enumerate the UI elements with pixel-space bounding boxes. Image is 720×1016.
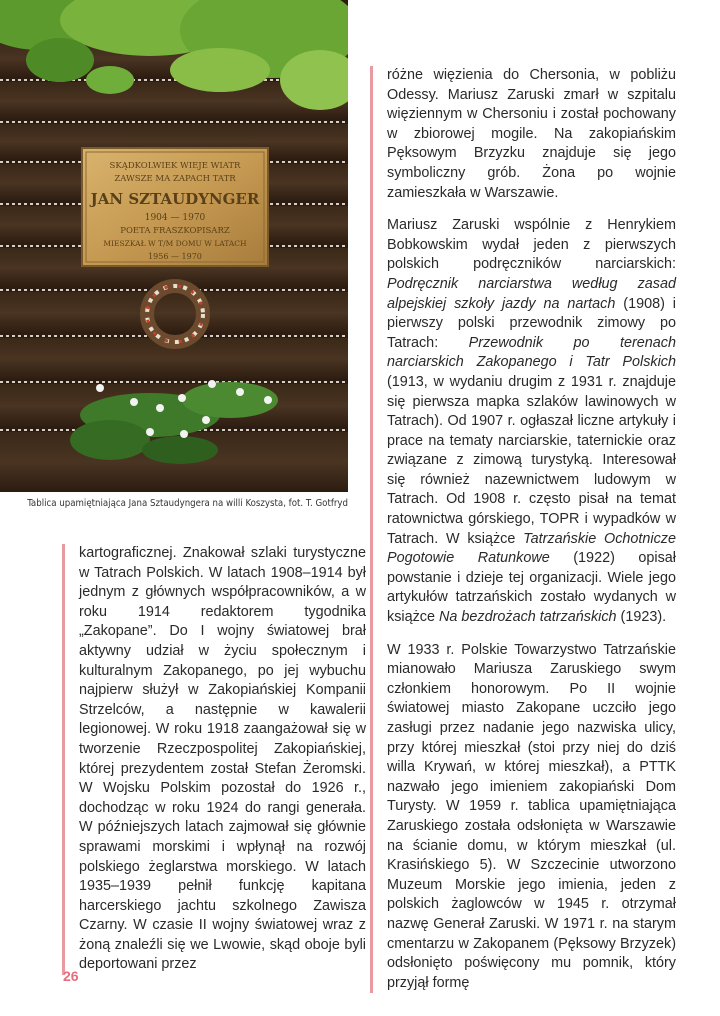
right-column [370, 66, 676, 993]
right-paragraph-1: różne więzienia do Chersonia, w pobliżu Odessy. Mariusz Zaruski zmarł w szpitalu więziennym w Chersoniu i został pochowany w zbiorowej mogile. Na zakopiańskim Pęksowym Brzyzku znajduje się jego symboliczny grób. Żona po wojnie zamieszkała w Warszawie. [387, 67, 676, 201]
memorial-plaque [82, 148, 268, 266]
book-title-podrecznik: Podręcznik narciarstwa według zasad alpejskiej szkoły jazdy na nartach [387, 275, 676, 312]
text-segment: (1908) i pierwszy polski przewodnik zimowy po Tatrach: [387, 295, 676, 351]
page-number: 26 [63, 968, 79, 984]
text-segment: (1922) opisał powstanie i dzieje tej organizacji. Wiele jego artykułów tatrzańskich zostało wydanych w książce [387, 550, 676, 626]
text-segment: (1923). [616, 609, 667, 626]
book-title-na-bezdrozach: Na bezdrożach tatrzańskich [438, 609, 617, 626]
plaque-line-6: MIESZKAŁ W T/M DOMU W LATACH [103, 239, 247, 248]
right-paragraph-2 [387, 216, 676, 627]
left-column [62, 544, 366, 975]
right-paragraph-3: W 1933 r. Polskie Towarzystwo Tatrzańskie mianowało Mariusza Zaruskiego swym członkiem honorowym. Po II wojnie światowej miasto Zakopane uczciło jego zasługi przez nadanie jego nazwiska ulicy, przy której mieszkał (stoi przy niej do dziś willa Krywań, w której mieszkał), a PTTK nazwało jego imieniem zakopiański Dom Turysty. W 1959 r. tablica upamiętniająca Zaruskiego została odsłonięta w Warszawie na ścianie domu, w którym mieszkał (ul. Krasińskiego 5). W Szczecinie utworzono Muzeum Morskie jego imienia, jeden z polskich żaglowców w 1945 r. otrzymał nazwę Generał Zaruski. W 1971 r. na starym cmentarzu w Zakopanem (Pęksowy Brzyzek) odsłonięto poświęcony mu pomnik, który przyjął formę [387, 641, 676, 991]
plaque-line-2: ZAWSZE MA ZAPACH TATR [114, 174, 236, 184]
left-paragraph: kartograficznej. Znakował szlaki turystyczne w Tatrach Polskich. W latach 1908–1914 był jednym z głównych współpracowników, a w roku 1914 redaktorem tygodnika „Zakopane”. Do I wojny światowej brał aktywny udział w życiu społecznym i kulturalnym Zakopanego, po jej wybuchu najpierw służył w Zakopiańskiej Kompanii Strzelców, a następnie w kawalerii legionowej. W roku 1918 zaangażował się w tworzenie Rzeczpospolitej Zakopiańskiej, której prezydentem został Stefan Żeromski. W Wojsku Polskim pozostał do 1926 r., dochodząc w roku 1924 do rangi generała. W późniejszych latach zajmował się głównie sprawami morskimi i wpłynął na rozwój polskiego żeglarstwa morskiego. W latach 1935–1939 pełnił funkcję kapitana harcerskiego jachtu szkolnego Zawisza Czarny. W czasie II wojny światowej wraz z żoną znaleźli się we Lwowie, skąd oboje byli deportowani przez [79, 545, 366, 973]
wall-plaque-photo [0, 0, 348, 492]
plaque-name: JAN SZTAUDYNGER [90, 190, 260, 208]
plaque-line-7: 1956 — 1970 [148, 252, 202, 261]
book-title-przewodnik: Przewodnik po terenach narciarskich Zakopanego i Tatr Polskich [387, 334, 677, 371]
text-segment: Mariusz Zaruski wspólnie z Henrykiem Bobkowskim wydał jeden z pierwszych polskich podręczników narciarskich: [387, 217, 676, 273]
plaque-line-1: SKĄDKOLWIEK WIEJE WIATR [109, 161, 241, 171]
plaque-line-5: POETA FRASZKOPISARZ [120, 226, 230, 236]
plaque-dates: 1904 — 1970 [144, 213, 206, 223]
photo-caption: Tablica upamiętniająca Jana Sztaudyngera na willi Koszysta, fot. T. Gotfryd [27, 498, 348, 509]
book-title-topr: Tatrzańskie Ochotnicze Pogotowie Ratunkowe [387, 530, 676, 567]
text-segment: (1913, w wydaniu drugim z 1931 r. znajduje się pierwsza mapka szlaków lawinowych w Tatrach). Od 1907 r. ogłaszał liczne artykuły i prace na tematy narciarskie, taternickie oraz związane z zimową turystyką. Interesował się również nazewnictwem ludowym w Tatrach. Od 1908 r. często pisał na temat ratownictwa górskiego, TOPR i wypadków w Tatrach. W książce [387, 373, 676, 547]
